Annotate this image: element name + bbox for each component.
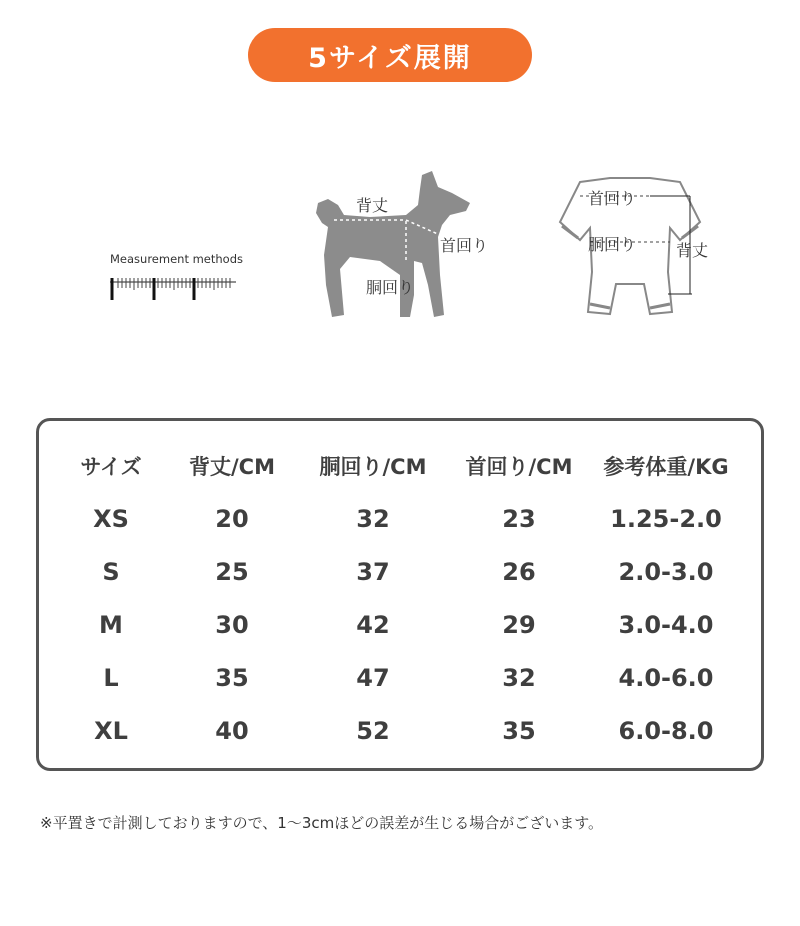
cell-size: XL bbox=[94, 717, 128, 745]
cell-size: XS bbox=[93, 505, 129, 533]
garment-back-label: 背丈 bbox=[676, 241, 709, 260]
header-back-length: 背丈/CM bbox=[189, 455, 275, 479]
page-title: 5サイズ展開 bbox=[308, 42, 472, 74]
table-row bbox=[39, 711, 761, 751]
garment-measurement-diagram bbox=[540, 172, 720, 322]
cell-chest: 42 bbox=[356, 611, 390, 639]
cell-back-length: 25 bbox=[215, 558, 249, 586]
dog-measurement-diagram bbox=[310, 165, 510, 330]
table-row bbox=[39, 552, 761, 592]
table-header-row bbox=[39, 447, 761, 487]
ruler-label: Measurement methods bbox=[110, 252, 244, 266]
cell-back-length: 35 bbox=[215, 664, 249, 692]
cell-chest: 32 bbox=[356, 505, 390, 533]
cell-back-length: 20 bbox=[215, 505, 249, 533]
garment-chest-label: 胴回り bbox=[588, 235, 637, 254]
cell-neck: 23 bbox=[502, 505, 536, 533]
cell-size: M bbox=[99, 611, 123, 639]
measurement-ruler bbox=[108, 210, 248, 310]
cell-chest: 52 bbox=[356, 717, 390, 745]
dog-chest-label: 胴回り bbox=[366, 278, 415, 297]
header-weight: 参考体重/KG bbox=[603, 455, 729, 479]
dog-back-label: 背丈 bbox=[356, 196, 389, 215]
title-badge bbox=[248, 28, 532, 82]
cell-neck: 26 bbox=[502, 558, 536, 586]
header-neck: 首回り/CM bbox=[465, 455, 573, 479]
garment-neck-label: 首回り bbox=[588, 189, 637, 208]
measurement-note: ※平置きで計測しておりますので、1〜3cmほどの誤差が生じる場合がございます。 bbox=[40, 814, 604, 832]
header-chest: 胴回り/CM bbox=[319, 455, 427, 479]
cell-weight: 6.0-8.0 bbox=[618, 717, 714, 745]
header-size: サイズ bbox=[80, 455, 142, 479]
table-row bbox=[39, 658, 761, 698]
cell-weight: 4.0-6.0 bbox=[618, 664, 714, 692]
cell-weight: 3.0-4.0 bbox=[618, 611, 714, 639]
cell-neck: 29 bbox=[502, 611, 536, 639]
cell-back-length: 30 bbox=[215, 611, 249, 639]
table-row bbox=[39, 499, 761, 539]
cell-size: S bbox=[102, 558, 120, 586]
cell-chest: 47 bbox=[356, 664, 390, 692]
dog-neck-label: 首回り bbox=[440, 236, 489, 255]
cell-weight: 2.0-3.0 bbox=[618, 558, 714, 586]
size-table bbox=[36, 418, 764, 771]
table-row bbox=[39, 605, 761, 645]
cell-size: L bbox=[103, 664, 119, 692]
cell-back-length: 40 bbox=[215, 717, 249, 745]
cell-weight: 1.25-2.0 bbox=[610, 505, 722, 533]
cell-chest: 37 bbox=[356, 558, 390, 586]
cell-neck: 32 bbox=[502, 664, 536, 692]
cell-neck: 35 bbox=[502, 717, 536, 745]
